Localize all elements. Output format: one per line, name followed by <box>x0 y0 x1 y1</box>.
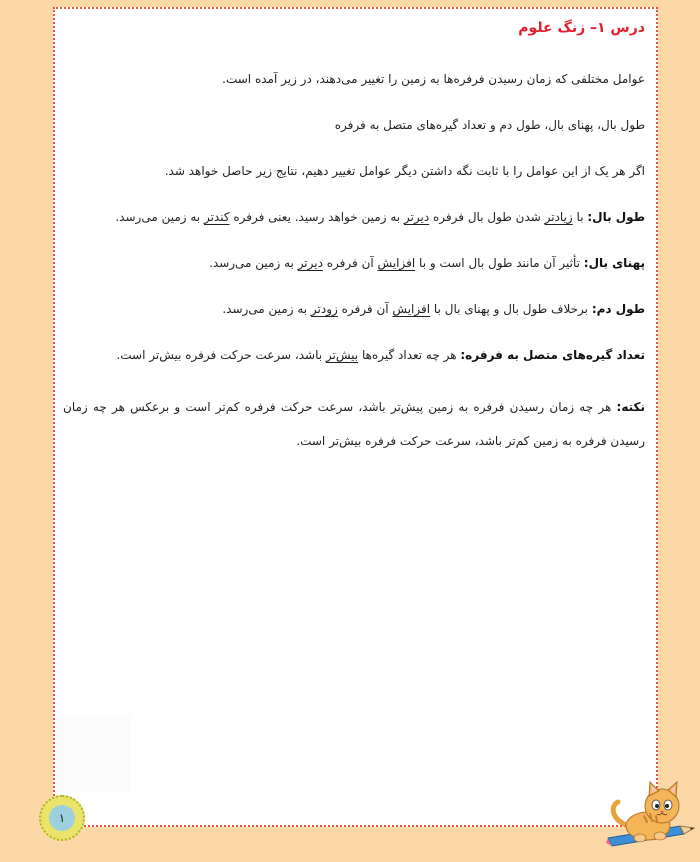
tail-length-keyword-1: افزایش <box>392 302 431 316</box>
cat-with-pencil-icon <box>604 780 696 858</box>
wing-width-text-3: به زمین می‌رسد. <box>209 256 298 270</box>
wing-width-keyword-1: افزایش <box>377 256 416 270</box>
tail-length-keyword-2: زودتر <box>310 302 338 316</box>
wing-length-keyword-2: دیرتر <box>403 210 430 224</box>
tail-length-paragraph <box>63 298 645 320</box>
wing-length-keyword-1: زیادتر <box>544 210 573 224</box>
wing-width-paragraph <box>63 252 645 274</box>
page-number-badge <box>39 795 85 841</box>
factors-paragraph <box>63 114 645 136</box>
clips-keyword-1: بیش‌تر <box>325 348 359 362</box>
wing-length-keyword-3: کندتر <box>203 210 230 224</box>
clips-label: تعداد گیره‌های متصل به فرفره: <box>460 348 645 362</box>
wing-length-text-2: شدن طول بال فرفره <box>429 210 545 224</box>
wing-width-keyword-2: دیرتر <box>297 256 323 270</box>
wing-width-label: پهنای بال: <box>583 256 645 270</box>
tail-length-text-1: برخلاف طول بال و پهنای بال با <box>430 302 592 316</box>
tail-length-text-3: به زمین می‌رسد. <box>222 302 311 316</box>
intro-paragraph <box>63 68 645 90</box>
condition-text: اگر هر یک از این عوامل را با ثابت نگه داشتن دیگر عوامل تغییر دهیم، نتایج زیر حاصل خواهد شد. <box>164 164 645 178</box>
wing-length-text-1: با <box>572 210 588 224</box>
page-number: ۱ <box>49 805 75 831</box>
wing-width-text-2: آن فرفره <box>322 256 378 270</box>
lesson-title: درس ۱– زنگ علوم <box>518 20 645 36</box>
note-paragraph <box>63 390 645 458</box>
faded-placeholder <box>56 716 130 792</box>
wing-length-label: طول بال: <box>587 210 645 224</box>
factors-text: طول بال، پهنای بال، طول دم و تعداد گیره‌های متصل به فرفره <box>334 118 645 132</box>
worksheet-page <box>53 7 658 827</box>
wing-width-text-1: تأثیر آن مانند طول بال است و با <box>415 256 584 270</box>
wing-length-text-4: به زمین می‌رسد. <box>115 210 204 224</box>
wing-length-text-3: به زمین خواهد رسید. یعنی فرفره <box>229 210 404 224</box>
note-text: هر چه زمان رسیدن فرفره به زمین پیش‌تر باشد، سرعت حرکت فرفره کم‌تر است و برعکس هر چه زمان رسیدن فرفره به زمین کم‌تر باشد، سرعت حرکت فرفره بیش‌تر است. <box>63 400 645 448</box>
tail-length-text-2: آن فرفره <box>337 302 393 316</box>
intro-text: عوامل مختلفی که زمان رسیدن فرفره‌ها به زمین را تغییر می‌دهند، در زیر آمده است. <box>222 72 645 86</box>
tail-length-label: طول دم: <box>591 302 645 316</box>
clips-text-2: باشد، سرعت حرکت فرفره بیش‌تر است. <box>116 348 326 362</box>
clips-text-1: هر چه تعداد گیره‌ها <box>358 348 461 362</box>
wing-length-paragraph <box>63 206 645 228</box>
condition-paragraph <box>63 160 645 182</box>
note-label: نکته: <box>616 400 645 414</box>
lesson-content <box>55 9 656 825</box>
clips-paragraph <box>63 344 645 366</box>
